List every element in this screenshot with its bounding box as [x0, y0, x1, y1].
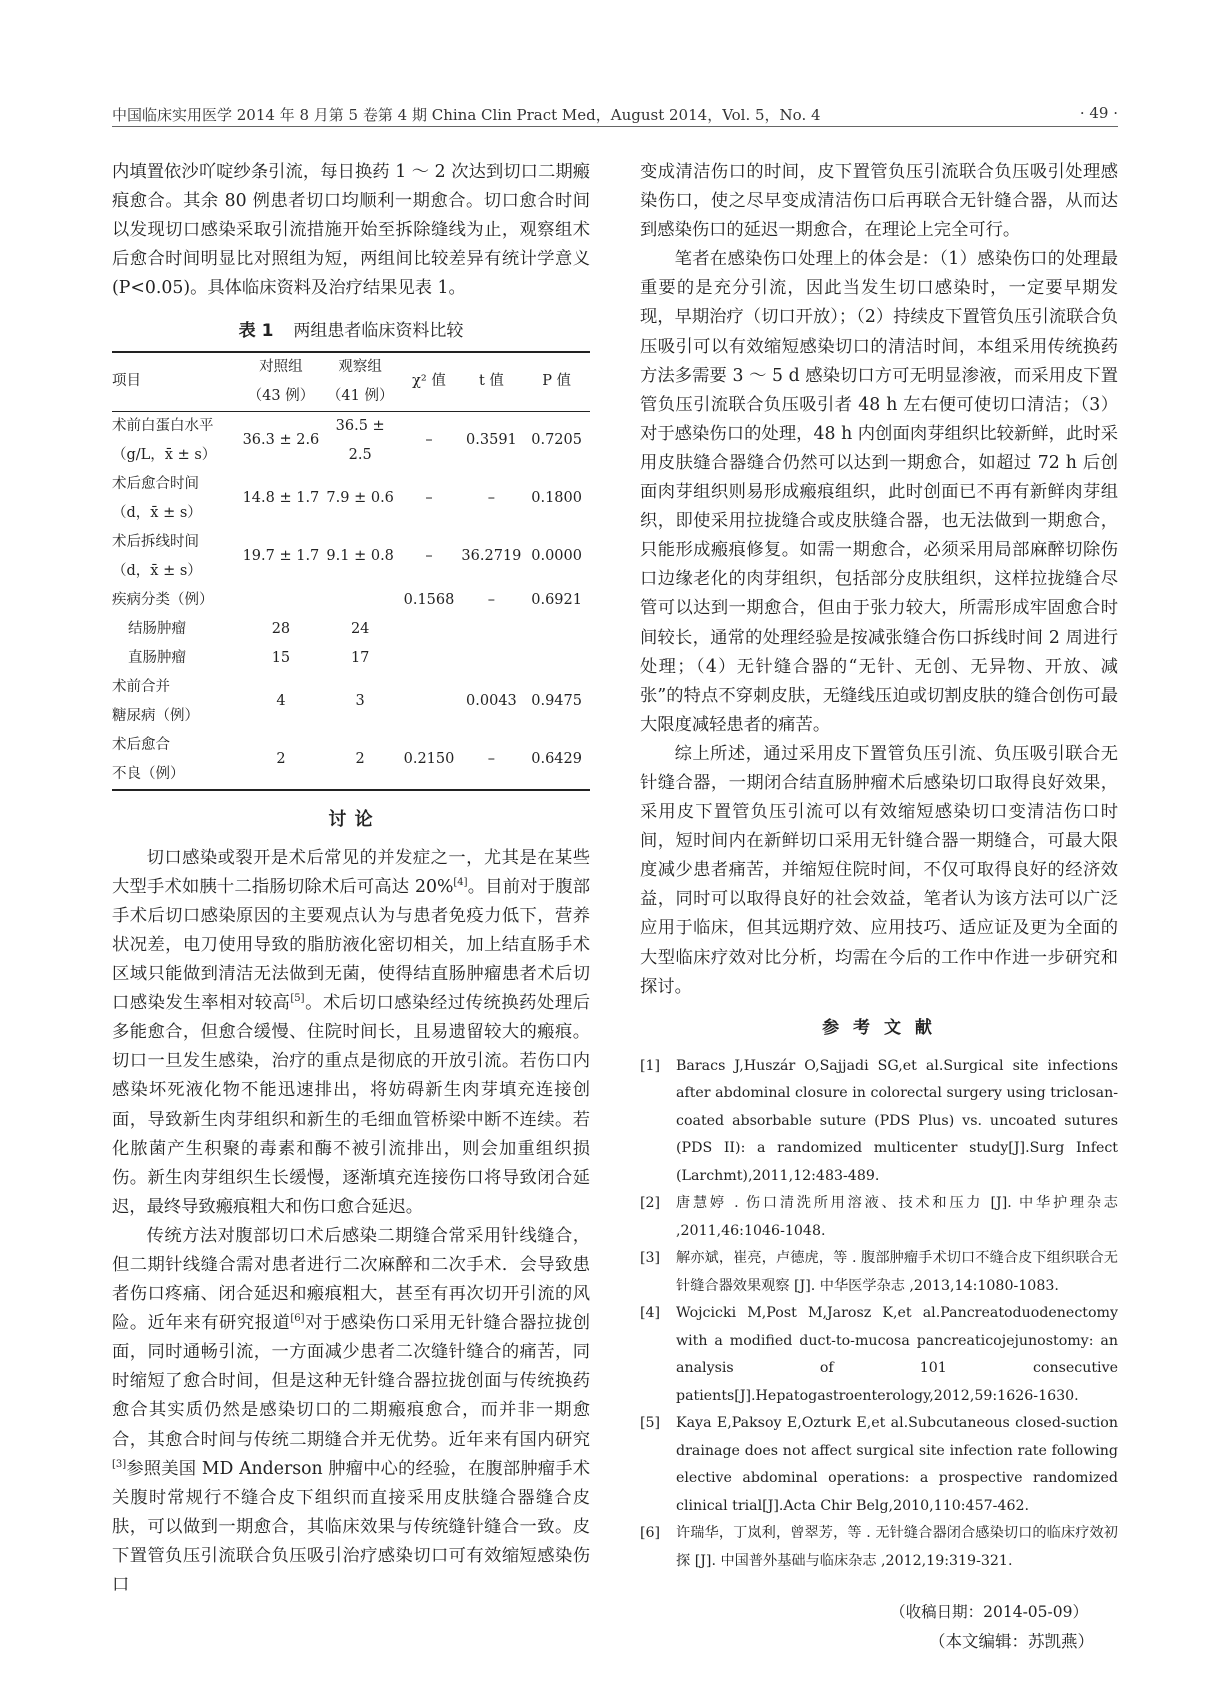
table-caption — [112, 317, 590, 346]
reference-item: [6] 许瑞华，丁岚利，曾翠芳，等 . 无针缝合器闭合感染切口的临床疗效初探 [J]. 中国普外基础与临床杂志 ,2012,19:319-321. — [640, 1525, 1118, 1569]
table-row: 术后愈合时间 （d，x̄ ± s） 14.8 ± 1.7 7.9 ± 0.6 – – 0.1800 — [112, 475, 582, 521]
table-row: 结肠肿瘤 28 24 — [128, 620, 370, 637]
table-row: 直肠肿瘤 15 17 — [128, 649, 370, 666]
conclusion-paragraph: 综上所述，通过采用皮下置管负压引流、负压吸引联合无针缝合器，一期闭合结直肠肿瘤术后感染切口取得良好效果，采用皮下置管负压引流可以有效缩短感染切口变清洁伤口时间，短时间内在新鲜切口采用无针缝合器一期缝合，可最大限度减少患者痛苦，并缩短住院时间，不仅可取得良好的经济效益，同时可以取得良好的社会效益，笔者认为该方法可以广泛应用于临床，但其远期疗效、应用技巧、适应证及更为全面的大型临床疗效对比分析，均需在今后的工作中作进一步研究和探讨。 — [640, 743, 1118, 997]
discussion-paragraph-1: 切口感染或裂开是术后常见的并发症之一，尤其是在某些大型手术如胰十二指肠切除术后可高达 20%[4]。目前对于腹部手术后切口感染原因的主要观点认为与患者免疫力低下，营养状况差，电刀使用导致的脂肪液化密切相关，加上结直肠手术区域只能做到清洁无法做到无菌，使得结直肠肿瘤患者术后切口感染发生率相对较高[5]。术后切口感染经过传统换药处理后多能愈合，但愈合缓慢、住院时间长，且易遗留较大的瘢痕。切口一旦发生感染，治疗的重点是彻底的开放引流。若伤口内感染坏死液化物不能迅速排出，将妨碍新生肉芽填充连接创面，导致新生肉芽组织和新生的毛细血管桥梁中断不连续。若化脓菌产生积聚的毒素和酶不被引流排出，则会加重组织损伤。新生肉芽组织生长缓慢，逐渐填充连接伤口将导致闭合延迟，最终导致瘢痕粗大和伤口愈合延迟。 — [112, 847, 590, 1217]
left-column — [112, 158, 590, 1600]
header-p: P 值 — [523, 352, 590, 412]
header-chi: χ² 值 — [398, 352, 459, 412]
table-title: 两组患者临床资料比较 — [293, 321, 464, 342]
running-header — [112, 104, 1118, 127]
editor-credit: （本文编辑：苏凯燕） — [929, 1632, 1094, 1652]
reference-item: [5] Kaya E,Paksoy E,Ozturk E,et al.Subcutaneous closed-suction drainage does not affect surgical site infection rate following elective abdominal operations: a prospective randomized clinical trial[J].Acta Chir Belg,2010,110:457-462. — [640, 1415, 1118, 1514]
table-row: 疾病分类（例） 0.1568 – 0.6921 — [112, 591, 582, 608]
clinical-data-table — [112, 351, 590, 791]
experience-paragraph: 笔者在感染伤口处理上的体会是：（1）感染伤口的处理最重要的是充分引流，因此当发生切口感染时，一定要早期发现，早期治疗（切口开放）；（2）持续皮下置管负压引流联合负压吸引可以有效缩短感染切口的清洁时间，本组采用传统换药方法多需要 3 ～ 5 d 感染切口方可无明显渗液，而采用皮下置管负压引流联合负压吸引者 48 h 左右便可使切口清洁；（3）对于感染伤口的处理，48 h 内创面肉芽组织比较新鲜，此时采用皮肤缝合器缝合仍然可以达到一期愈合，如超过 72 h 后创面肉芽组织则易形成瘢痕组织，此时创面已不再有新鲜肉芽组织，即使采用拉拢缝合或皮肤缝合器，也无法做到一期愈合，只能形成瘢痕修复。如需一期愈合，必须采用局部麻醉切除伤口边缘老化的肉芽组织，包括部分皮肤组织，这样拉拢缝合尽管可以达到一期愈合，但由于张力较大，所需形成牢固愈合时间较长，通常的处理经验是按减张缝合伤口拆线时间 2 周进行处理；（4）无针缝合器的“无针、无创、无异物、开放、减张”的特点不穿刺皮肤，无缝线压迫或切割皮肤的缝合创伤可最大限度减轻患者的痛苦。 — [640, 249, 1118, 735]
discussion-heading: 讨 论 — [328, 808, 374, 830]
table-number: 表 1 — [238, 321, 274, 342]
table-row: 术后拆线时间 （d，x̄ ± s） 19.7 ± 1.7 9.1 ± 0.8 – 36.2719 0.0000 — [112, 533, 582, 579]
header-control: 对照组 （43 例） — [240, 352, 322, 412]
received-date: （收稿日期：2014-05-09） — [890, 1603, 1088, 1622]
reference-item: [3] 解亦斌，崔亮，卢德虎，等 . 腹部肿瘤手术切口不缝合皮下组织联合无针缝合器效果观察 [J]. 中华医学杂志 ,2013,14:1080-1083. — [640, 1250, 1118, 1294]
reference-item: [4] Wojcicki M,Post M,Jarosz K,et al.Pancreatoduodenectomy with a modified duct-to-mucosa pancreaticojejunostomy: an analysis of 101 consecutive patients[J].Hepatogastroenterology,2012,59:1626-1630. — [640, 1305, 1118, 1404]
header-item: 项目 — [112, 352, 240, 412]
intro-paragraph: 内填置依沙吖啶纱条引流，每日换药 1 ～ 2 次达到切口二期瘢痕愈合。其余 80 例患者切口均顺利一期愈合。切口愈合时间以发现切口感染采取引流措施开始至拆除缝线为止，观察组术后愈合时间明显比对照组为短，两组间比较差异有统计学意义 (P<0.05)。具体临床资料及治疗结果见表 1。 — [112, 162, 590, 299]
reference-item: [2] 唐慧婷 . 伤口清洗所用溶液、技术和压力 [J]. 中华护理杂志 ,2011,46:1046-1048. — [640, 1195, 1118, 1239]
journal-line: 中国临床实用医学 2014 年 8 月第 5 卷第 4 期 China Clin Pract Med，August 2014，Vol. 5，No. 4 — [112, 106, 821, 124]
table-row: 术前白蛋白水平 （g/L，x̄ ± s） 36.3 ± 2.6 36.5 ± 2.5 – 0.3591 0.7205 — [112, 417, 582, 463]
discussion-paragraph-2: 传统方法对腹部切口术后感染二期缝合常采用针线缝合，但二期针线缝合需对患者进行二次麻醉和二次手术．会导致患者伤口疼痛、闭合延迟和瘢痕粗大，甚至有再次切开引流的风险。近年来有研究报道[6]对于感染伤口采用无针缝合器拉拢创面，同时通畅引流，一方面减少患者二次缝针缝合的痛苦，同时缩短了愈合时间，但是这种无针缝合器拉拢创面与传统换药愈合其实质仍然是感染切口的二期瘢痕愈合，而并非一期愈合，其愈合时间与传统二期缝合并无优势。近年来有国内研究[3]参照美国 MD Anderson 肿瘤中心的经验，在腹部肿瘤手术关腹时常规行不缝合皮下组织而直接采用皮肤缝合器缝合皮肤，可以做到一期愈合，其临床效果与传统缝针缝合一致。皮下置管负压引流联合负压吸引治疗感染切口可有效缩短感染伤口 — [112, 1225, 590, 1595]
page-number: · 49 · — [1079, 104, 1118, 122]
reference-item: [1] Baracs J,Huszár O,Sajjadi SG,et al.Surgical site infections after abdominal closure in colorectal surgery using triclosan-coated absorbable suture (PDS Plus) vs. uncoated sutures (PDS II): a randomized multicenter study[J].Surg Infect (Larchmt),2011,12:483-489. — [640, 1057, 1118, 1184]
references-heading: 参 考 文 献 — [822, 1017, 936, 1038]
right-column — [640, 158, 1118, 1657]
header-observe: 观察组 （41 例） — [322, 352, 398, 412]
header-t: t 值 — [460, 352, 524, 412]
table-row: 术前合并 糖尿病（例） 4 3 0.0043 0.9475 — [112, 678, 582, 724]
table-row: 术后愈合 不良（例） 2 2 0.2150 – 0.6429 — [112, 736, 582, 782]
continuation-paragraph: 变成清洁伤口的时间，皮下置管负压引流联合负压吸引处理感染伤口，使之尽早变成清洁伤口后再联合无针缝合器，从而达到感染伤口的延迟一期愈合，在理论上完全可行。 — [640, 162, 1118, 241]
reference-list — [640, 1053, 1118, 1576]
